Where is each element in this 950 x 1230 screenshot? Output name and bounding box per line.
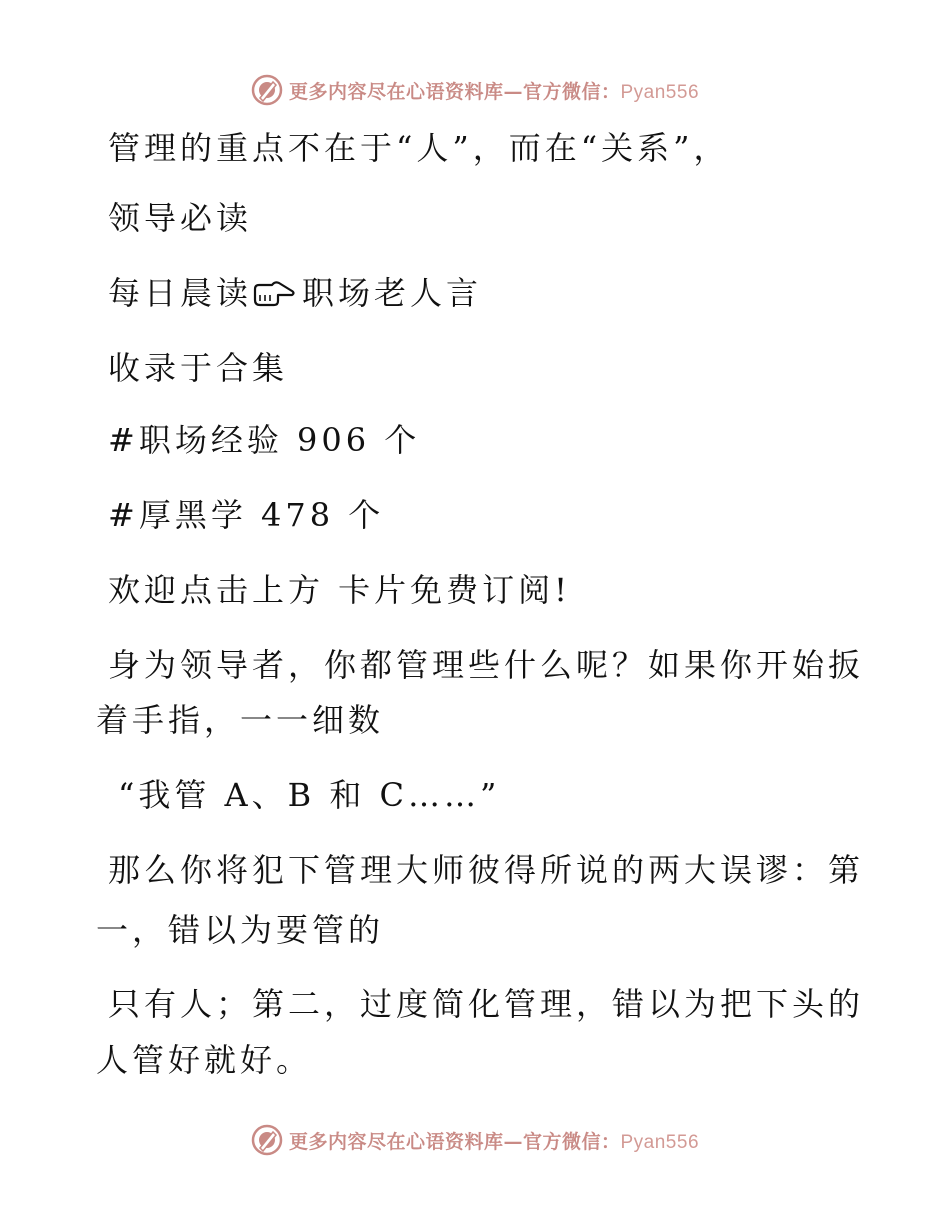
subscribe-prompt: 欢迎点击上方 卡片免费订阅! <box>108 571 572 609</box>
column-name-line: 每日晨读 职场老人言 <box>108 274 483 312</box>
seal-logo-icon <box>251 74 283 106</box>
header-watermark <box>0 70 950 110</box>
hashtag-thick-black-theory[interactable]: #厚黑学 478 个 <box>108 496 385 534</box>
watermark-text: 更多内容尽在心语资料库—官方微信：Pyan556 <box>288 1130 700 1153</box>
footer-watermark <box>0 1120 950 1160</box>
seal-logo-icon <box>251 1124 283 1156</box>
paragraph-line: 身为领导者，你都管理些什么呢？如果你开始扳 <box>108 646 865 684</box>
collection-label: 收录于合集 <box>108 349 289 387</box>
watermark-text: 更多内容尽在心语资料库—官方微信：Pyan556 <box>288 80 700 103</box>
paragraph-line: 那么你将犯下管理大师彼得所说的两大误谬：第 <box>108 851 865 889</box>
article-tag-line: 领导必读 <box>108 199 253 237</box>
hashtag-workplace-experience[interactable]: #职场经验 906 个 <box>108 421 421 459</box>
paragraph-line: 只有人；第二，过度简化管理，错以为把下头的 <box>108 985 865 1023</box>
pointing-hand-icon <box>252 279 296 307</box>
article-title-line: 管理的重点不在于“人”，而在“关系”， <box>108 129 730 167</box>
paragraph-line: 人管好就好。 <box>96 1041 313 1079</box>
paragraph-line: 一，错以为要管的 <box>96 911 385 949</box>
paragraph-line: 着手指，一一细数 <box>96 701 385 739</box>
quote-line: “我管 A、B 和 C……” <box>118 776 501 814</box>
